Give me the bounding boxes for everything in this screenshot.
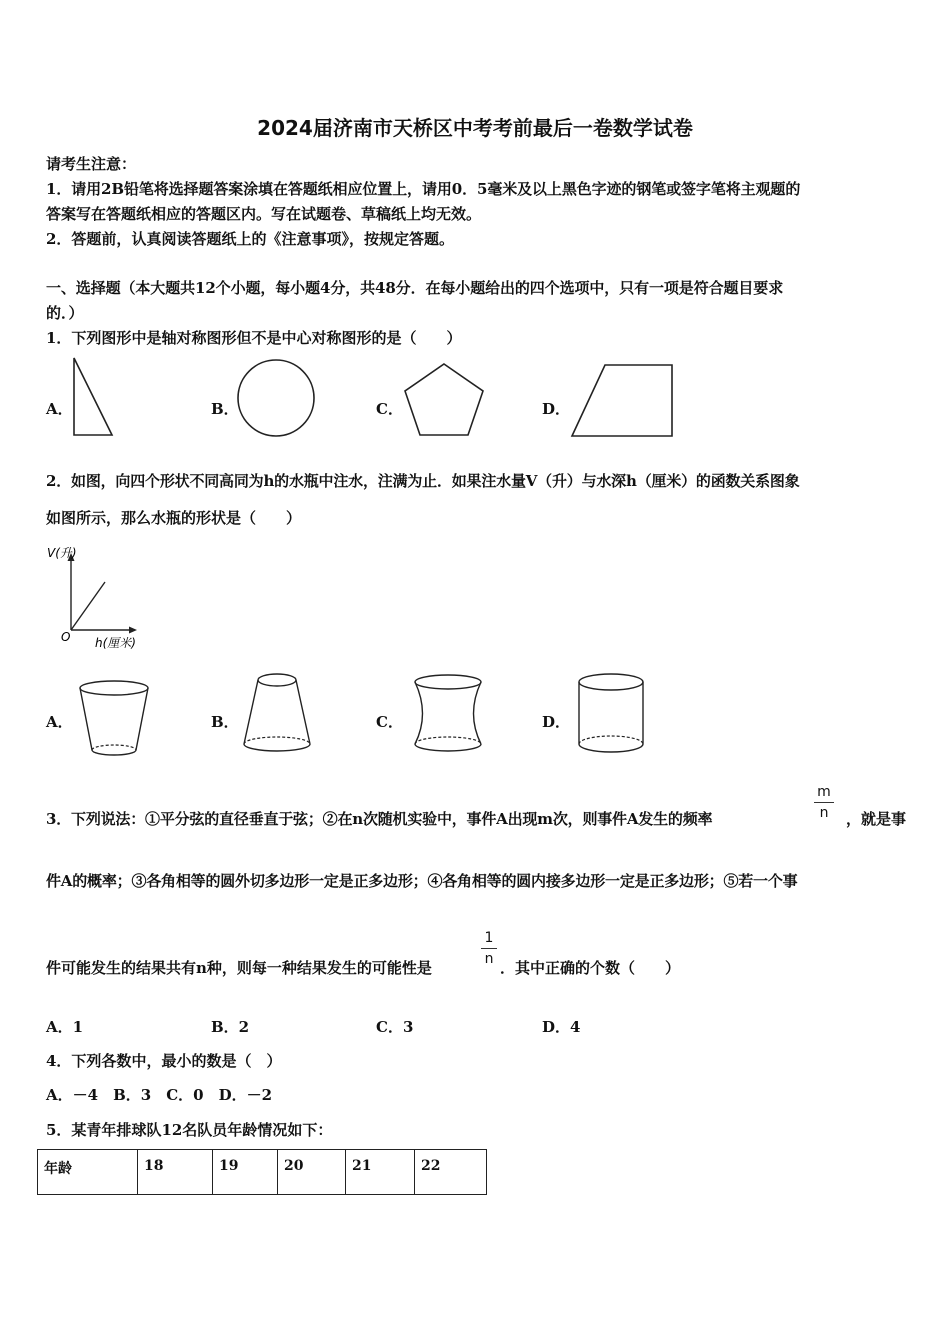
- q2-option-b[interactable]: B．: [211, 713, 239, 731]
- table-cell: 18: [138, 1150, 213, 1195]
- q3-line3: 件可能发生的结果共有n种，则每一种结果发生的可能性是: [46, 959, 432, 977]
- graph-x-label: h(厘米): [95, 636, 136, 650]
- q3-option-d[interactable]: D．4: [542, 1018, 581, 1036]
- q1-option-d[interactable]: D．: [542, 400, 571, 418]
- graph-y-label: V(升): [47, 546, 77, 560]
- age-table: [37, 1149, 487, 1195]
- fraction-1-over-n: [481, 930, 497, 967]
- table-row: [38, 1150, 487, 1195]
- page-title: 2024届济南市天桥区中考考前最后一卷数学试卷: [257, 116, 693, 140]
- q2-option-a[interactable]: A．: [46, 713, 73, 731]
- section1-heading-cont: 的．）: [46, 304, 84, 322]
- q3-line1: 3．下列说法：①平分弦的直径垂直于弦；②在n次随机实验中，事件A出现m次，则事件A发生的频率: [46, 810, 713, 828]
- q1-stem: 1．下列图形中是轴对称图形但不是中心对称图形的是（ ）: [46, 329, 462, 347]
- circle-figure: [236, 358, 318, 440]
- table-cell: 20: [278, 1150, 346, 1195]
- fraction-numerator: m: [817, 784, 831, 800]
- bottle-a-figure: [78, 678, 152, 760]
- q3-option-a[interactable]: A．1: [46, 1018, 84, 1036]
- notice-heading: 请考生注意：: [46, 155, 137, 173]
- q2-stem-line2: 如图所示，那么水瓶的形状是（ ）: [46, 509, 302, 527]
- table-cell: 21: [346, 1150, 415, 1195]
- volume-depth-graph: [45, 545, 155, 655]
- q2-option-c[interactable]: C．: [376, 713, 403, 731]
- bottle-d-figure: [575, 670, 649, 758]
- fraction-numerator: 1: [484, 930, 494, 946]
- q3-option-b[interactable]: B．2: [211, 1018, 250, 1036]
- fraction-m-over-n: [814, 784, 834, 821]
- notice-line-1b: 答案写在答题纸相应的答题区内。写在试题卷、草稿纸上均无效。: [46, 205, 482, 223]
- fraction-denominator: n: [819, 805, 829, 821]
- q3-line3-end: ．其中正确的个数（ ）: [500, 959, 681, 977]
- q3-line1-end: ，就是事: [846, 810, 907, 828]
- graph-origin-label: O: [61, 630, 71, 644]
- q3-option-c[interactable]: C．3: [376, 1018, 414, 1036]
- q2-stem-line1: 2．如图，向四个形状不同高同为h的水瓶中注水，注满为止．如果注水量V（升）与水深h（厘米）的函数关系图象: [46, 472, 800, 490]
- q1-option-a[interactable]: A．: [46, 400, 73, 418]
- trapezoid-figure: [568, 362, 678, 440]
- table-cell: 22: [415, 1150, 487, 1195]
- right-triangle-figure: [70, 355, 120, 440]
- section1-heading: 一、选择题（本大题共12个小题，每小题4分，共48分．在每小题给出的四个选项中，只有一项是符合题目要求: [46, 279, 784, 297]
- q1-option-b[interactable]: B．: [211, 400, 239, 418]
- fraction-denominator: n: [484, 951, 494, 967]
- q4-stem: 4．下列各数中，最小的数是（ ）: [46, 1052, 282, 1070]
- bottle-b-figure: [240, 670, 316, 756]
- notice-line-1a: 1．请用2B铅笔将选择题答案涂填在答题纸相应位置上，请用0．5毫米及以上黑色字迹的钢笔或签字笔将主观题的: [46, 180, 801, 198]
- notice-line-2: 2．答题前，认真阅读答题纸上的《注意事项》，按规定答题。: [46, 230, 454, 248]
- q5-stem: 5．某青年排球队12名队员年龄情况如下：: [46, 1121, 333, 1139]
- table-header-cell: 年龄: [38, 1150, 138, 1195]
- q4-options[interactable]: A．－4 B．3 C．0 D．－2: [46, 1086, 273, 1104]
- bottle-c-figure: [410, 672, 486, 758]
- q1-option-c[interactable]: C．: [376, 400, 403, 418]
- q3-line2: 件A的概率；③各角相等的圆外切多边形一定是正多边形；④各角相等的圆内接多边形一定是正多边形；⑤若一个事: [46, 872, 798, 890]
- pentagon-figure: [400, 360, 490, 440]
- table-cell: 19: [213, 1150, 278, 1195]
- q2-option-d[interactable]: D．: [542, 713, 571, 731]
